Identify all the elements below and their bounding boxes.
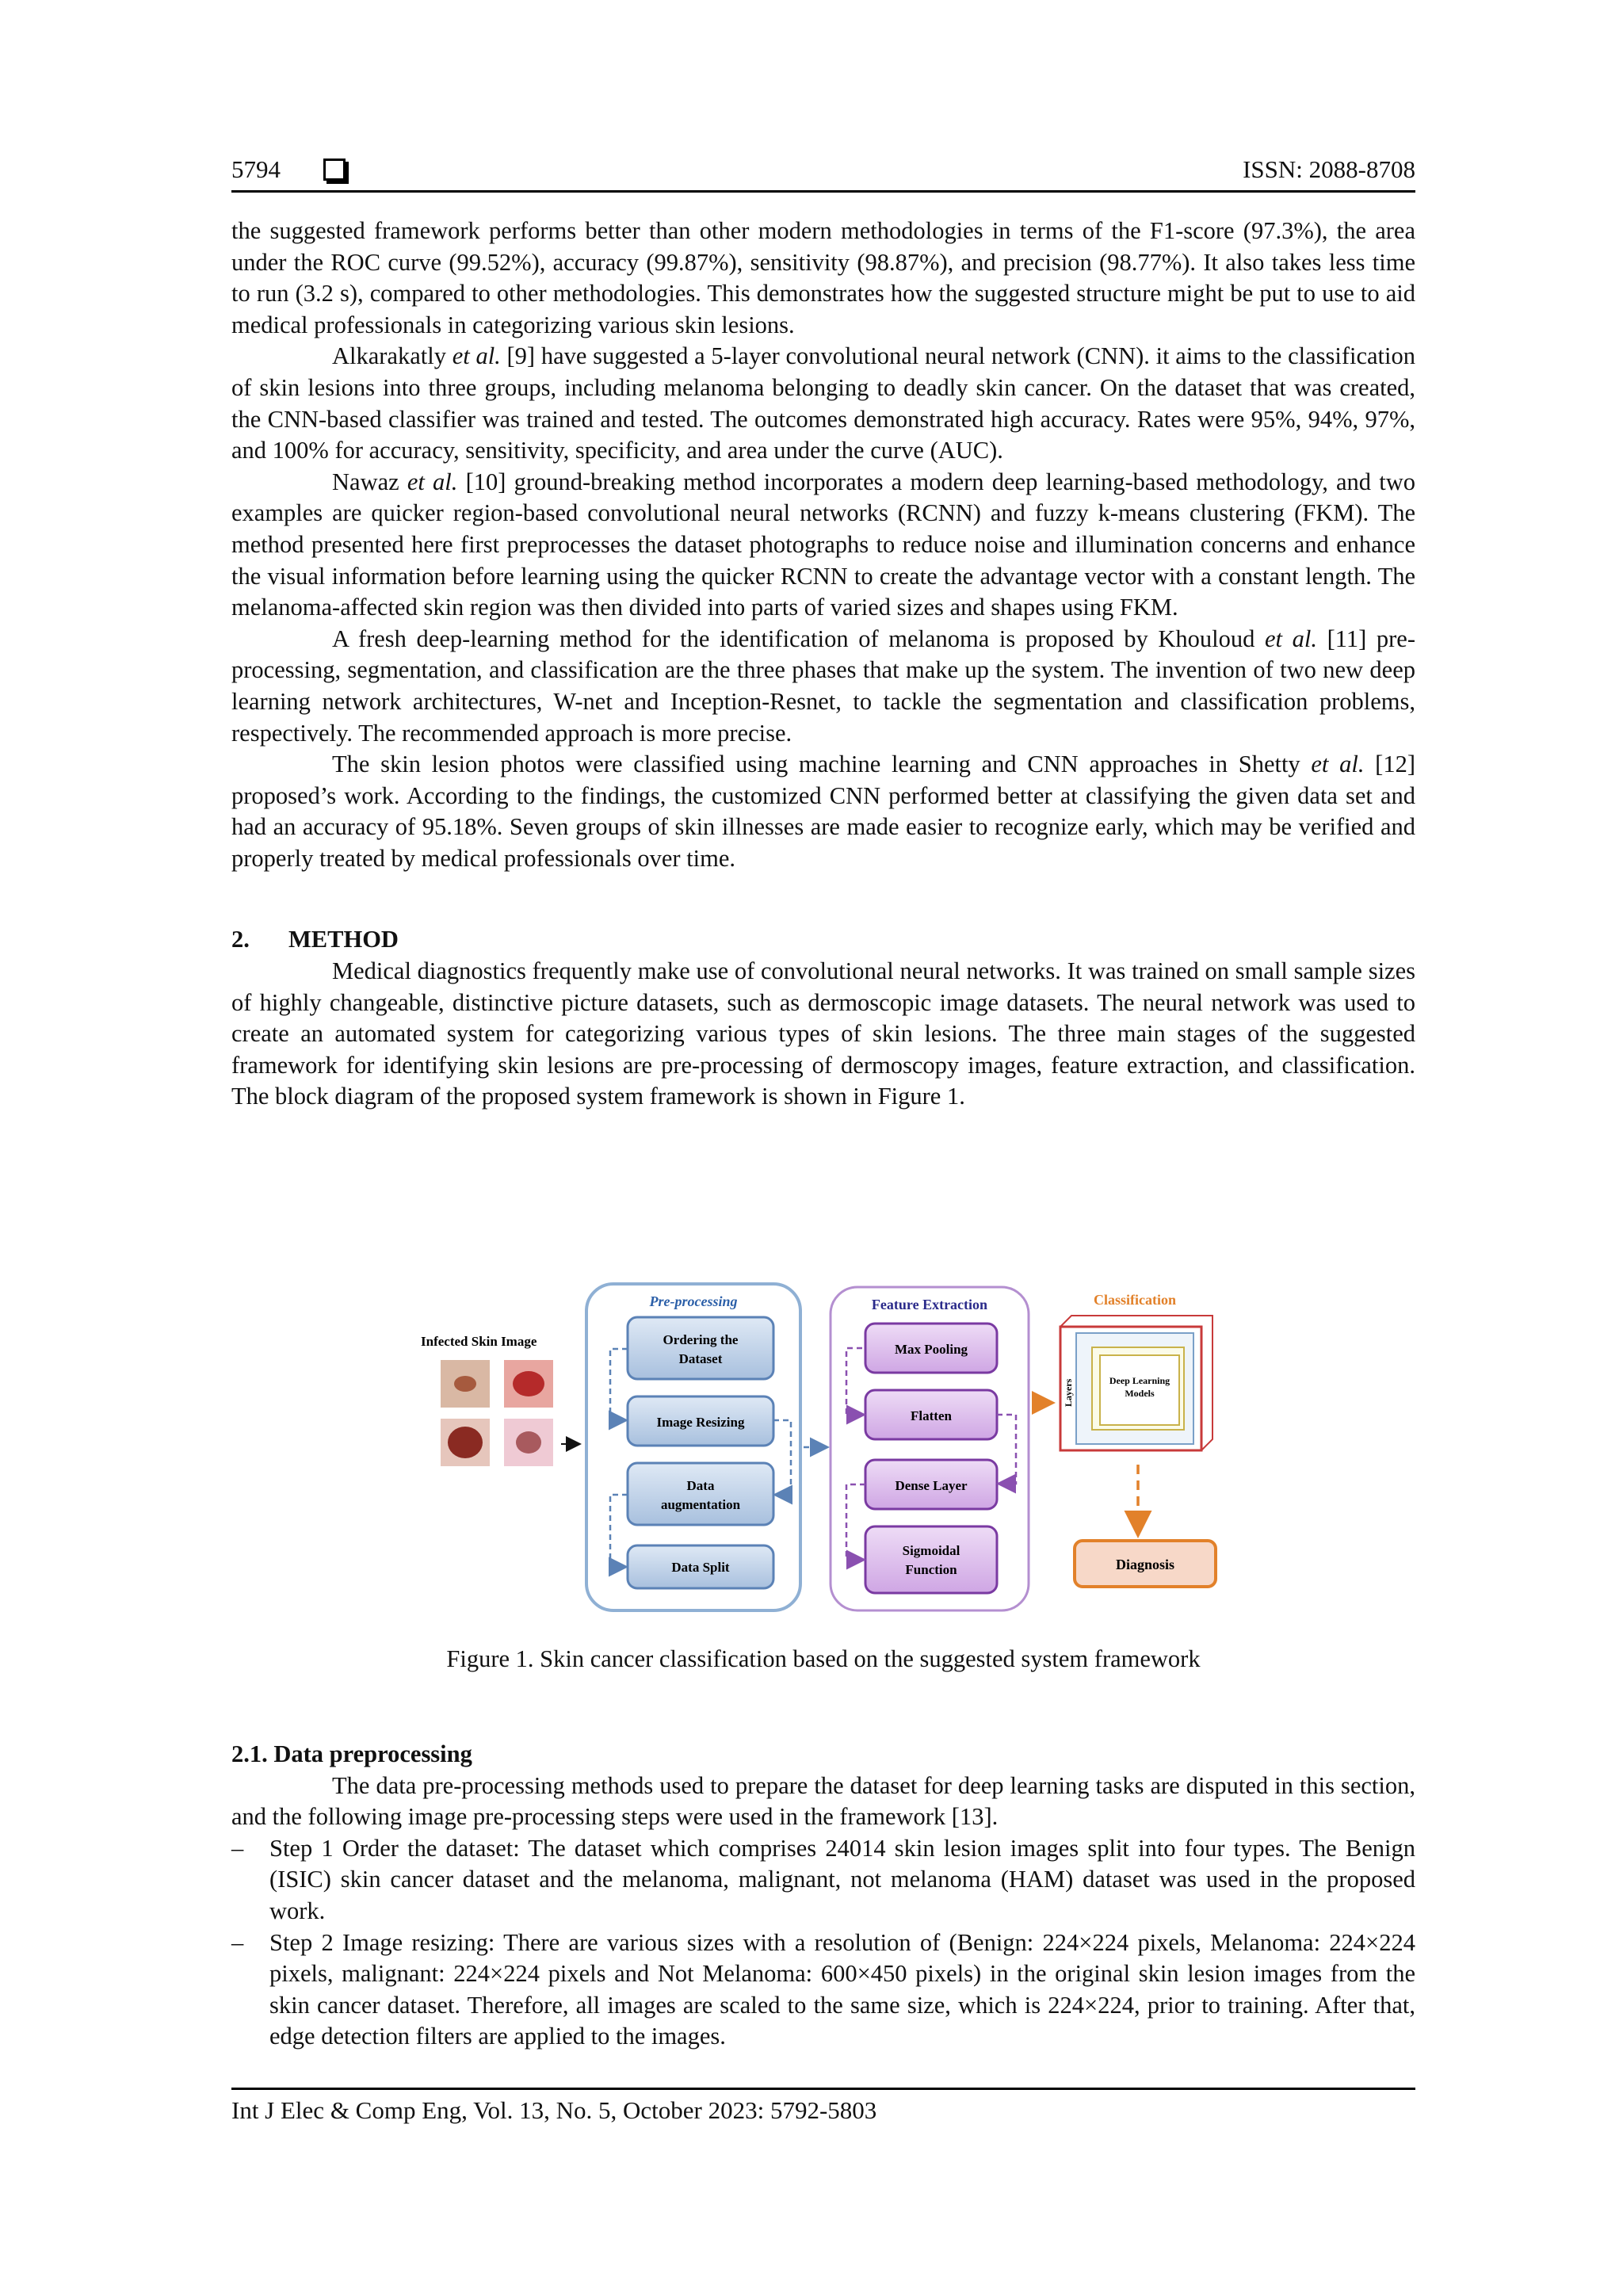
body-text bbox=[231, 216, 1415, 1113]
subsection-heading: 2.1. Data preprocessing bbox=[231, 1740, 472, 1767]
page-header bbox=[231, 155, 1415, 193]
page-footer: Int J Elec & Comp Eng, Vol. 13, No. 5, October 2023: 5792-5803 bbox=[231, 2088, 1415, 2125]
model-label-2: Models bbox=[1125, 1388, 1155, 1399]
paragraph: Alkarakatly et al. [9] have suggested a 5-layer convolutional neural network (CNN). it aims to the classification of skin lesions into three groups, including melanoma belonging to deadly skin cancer. On the dataset that was created, the CNN-based classifier was trained and tested. The outcomes demonstrated high accuracy. Rates were 95%, 94%, 97%, and 100% for accuracy, sensitivity, specificity, and area under the curve (AUC). bbox=[231, 342, 1415, 464]
classification-title: Classification bbox=[1093, 1292, 1177, 1308]
feature-step-flatten: Flatten bbox=[911, 1408, 952, 1423]
paragraph: the suggested framework performs better than other modern methodologies in terms of the F1-score (97.3%), the area under the ROC curve (99.52%), accuracy (99.87%), sensitivity (98.87%), and precision (98.77%). It also takes less time to run (3.2 s), compared to other methodologies. This demonstrates how the suggested structure might be put to use to aid medical professionals in categorizing various skin lesions. bbox=[231, 217, 1415, 338]
list-item: – Step 1 Order the dataset: The dataset which comprises 24014 skin lesion images split into four types. The Benign (ISIC) skin cancer dataset and the melanoma, malignant, not melanoma (HAM) dataset was used in the proposed work. bbox=[231, 1834, 1415, 1924]
feature-step-dense: Dense Layer bbox=[895, 1478, 968, 1493]
pre-step-augmentation: Data bbox=[686, 1478, 715, 1493]
page-number: 5794 bbox=[231, 155, 281, 183]
feature-step-sigmoid: Sigmoidal bbox=[902, 1543, 960, 1558]
paragraph: Nawaz et al. [10] ground-breaking method incorporates a modern deep learning-based methodology, and two examples are quicker region-based convolutional neural networks (RCNN) and fuzzy k-means clustering (FKM). The method presented here first preprocesses the dataset photographs to reduce noise and illumination concerns and enhance the visual information before learning using the quicker RCNN to create the advantage vector with a constant length. The melanoma-affected skin region was then divided into parts of varied sizes and shapes using FKM. bbox=[231, 468, 1415, 621]
input-label: Infected Skin Image bbox=[421, 1334, 537, 1349]
issn: ISSN: 2088-8708 bbox=[1243, 155, 1415, 183]
paragraph: The data pre-processing methods used to prepare the dataset for deep learning tasks are disputed in this section, and the following image pre-processing steps were used in the framework [13]. bbox=[231, 1771, 1415, 1831]
pre-step-augmentation-2: augmentation bbox=[660, 1497, 741, 1512]
framework-diagram bbox=[420, 1276, 1228, 1617]
skin-images bbox=[441, 1360, 553, 1466]
pre-step-split: Data Split bbox=[671, 1560, 730, 1575]
model-label: Deep Learning bbox=[1109, 1375, 1170, 1386]
paragraph: The skin lesion photos were classified using machine learning and CNN approaches in Shetty et al. [12] proposed’s work. According to the findings, the customized CNN performed better at classifying the given data set and had an accuracy of 95.18%. Seven groups of skin illnesses are made easier to recognize early, which may be verified and properly treated by medical professionals over time. bbox=[231, 751, 1415, 872]
section-heading: 2. METHOD bbox=[231, 926, 399, 953]
feature-title: Feature Extraction bbox=[871, 1297, 988, 1312]
preprocessing-title: Pre-processing bbox=[649, 1293, 738, 1309]
paragraph: Medical diagnostics frequently make use of convolutional neural networks. It was trained on small sample sizes of highly changeable, distinctive picture datasets, such as dermoscopic image datasets. The neural network was used to create an automated system for categorizing various types of skin lesions. The three main stages of the suggested framework for identifying skin lesions are pre-processing of dermoscopy images, feature extraction, and classification. The block diagram of the proposed system framework is shown in Figure 1. bbox=[231, 957, 1415, 1110]
feature-step-maxpool: Max Pooling bbox=[894, 1342, 968, 1357]
paragraph: A fresh deep-learning method for the identification of melanoma is proposed by Khouloud et al. [11] pre-processing, segmentation, and classification are the three phases that make up the system. The invention of two new deep learning network architectures, W-net and Inception-Resnet, to tackle the segmentation and classification problems, respectively. The recommended approach is more precise. bbox=[231, 625, 1415, 747]
section-2-1 bbox=[231, 1739, 1415, 2053]
square-icon bbox=[323, 159, 346, 181]
list-item: – Step 2 Image resizing: There are various sizes with a resolution of (Benign: 224×224 pixels, Melanoma: 224×224 pixels, malignant: 224×224 pixels and Not Melanoma: 600×450 pixels) in the original skin lesion images from the skin cancer dataset. Therefore, all images are scaled to the same size, which is 224×224, prior to training. After that, edge detection filters are applied to the images. bbox=[231, 1928, 1415, 2050]
feature-step-sigmoid-2: Function bbox=[905, 1562, 957, 1577]
model-cube bbox=[1060, 1316, 1212, 1450]
pre-step-resizing: Image Resizing bbox=[656, 1415, 745, 1430]
diagnosis-label: Diagnosis bbox=[1115, 1557, 1175, 1572]
layers-label: Layers bbox=[1063, 1378, 1074, 1407]
pre-step-ordering-2: Dataset bbox=[678, 1351, 723, 1366]
figure-caption: Figure 1. Skin cancer classification based on the suggested system framework bbox=[446, 1645, 1201, 1672]
pre-step-ordering: Ordering the bbox=[663, 1332, 739, 1347]
